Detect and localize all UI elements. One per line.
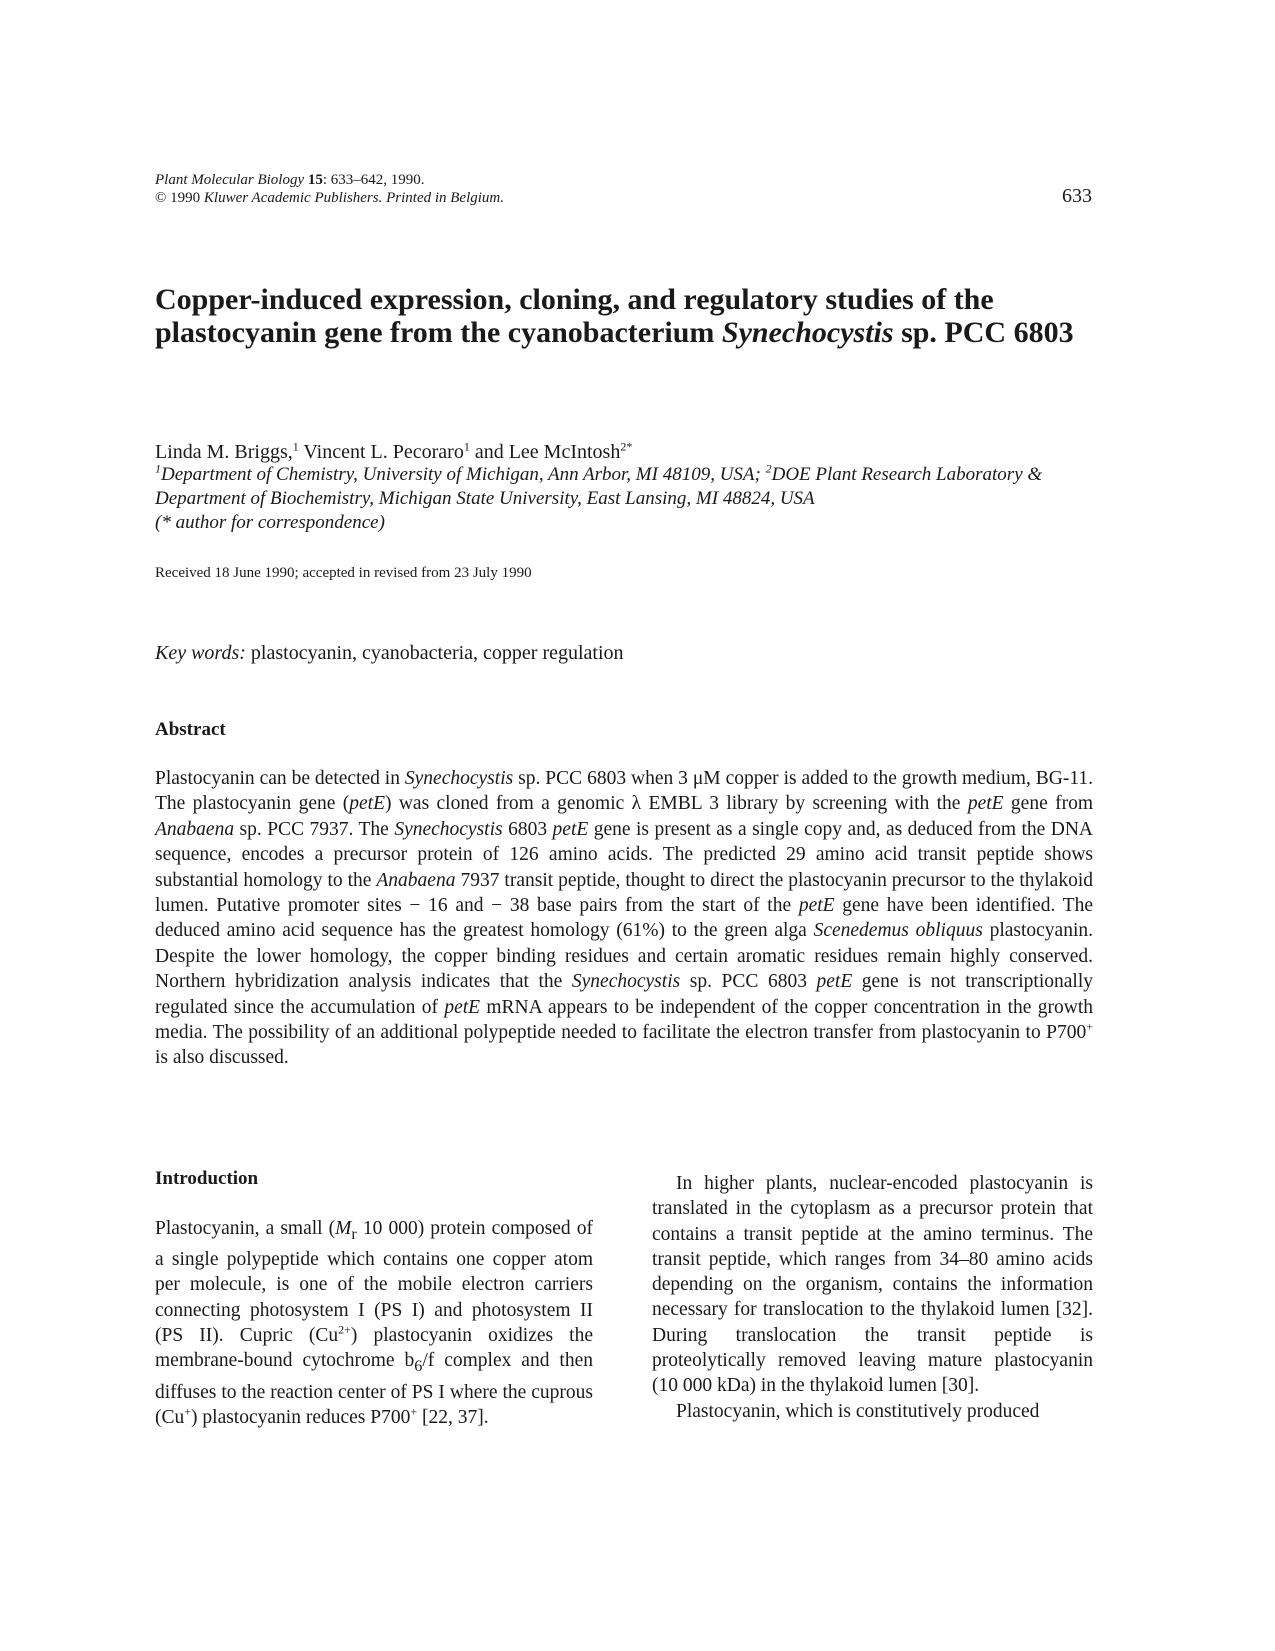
intro-column-right: [652, 1171, 1093, 1424]
received-date: Received 18 June 1990; accepted in revised from 23 July 1990: [155, 565, 532, 581]
copyright-year: 1990: [170, 190, 201, 206]
publisher: Kluwer Academic Publishers. Printed in Belgium.: [203, 190, 505, 206]
keywords: [155, 642, 624, 665]
affiliation-text: Department of Chemistry, University of Michigan, Ann Arbor, MI 48109, USA;: [161, 464, 766, 485]
abstract-body: Plastocyanin can be detected in Synechocystis sp. PCC 6803 when 3 μM copper is added to the growth medium, BG-11. The plastocyanin gene (petE) was cloned from a genomic λ EMBL 3 library by screening with the petE gene from Anabaena sp. PCC 7937. The Synechocystis 6803 petE gene is present as a single copy and, as deduced from the DNA sequence, encodes a precursor protein of 126 amino acids. The predicted 29 amino acid transit peptide shows substantial homology to the Anabaena 7937 transit peptide, thought to direct the plastocyanin precursor to the thylakoid lumen. Putative promoter sites − 16 and − 38 base pairs from the start of the petE gene have been identified. The deduced amino acid sequence has the greatest homology (61%) to the green alga Scenedemus obliquus plastocyanin. Despite the lower homology, the copper binding residues and certain aromatic residues remain highly conserved. Northern hybridization analysis indicates that the Synechocystis sp. PCC 6803 petE gene is not transcriptionally regulated since the accumulation of petE mRNA appears to be independent of the copper concentration in the growth media. The possibility of an additional polypeptide needed to facilitate the electron transfer from plastocyanin to P700+ is also discussed.: [155, 768, 1094, 1069]
affiliations: [155, 463, 1115, 535]
intro-column-left: [155, 1168, 593, 1430]
title-organism: Synechocystis: [721, 316, 894, 349]
intro-paragraph-1: Plastocyanin, a small ($M_r$ 10 000) protein composed of a single polypeptide which contains one copper atom per molecule, is one of the mobile electron carriers connecting photosystem I (PS I) and photosystem II (PS II). Cupric $(Cu^{2+})$ plastocyanin oxidizes the membrane-bound cytochrome $b_6/f$ complex and then diffuses to the reaction center of PS I where the cuprous (Cu+) plastocyanin reduces P700+ [22, 37].: [155, 1218, 593, 1428]
correspondence-note: (* author for correspondence): [155, 512, 385, 533]
author-name: and Lee McIntosh: [469, 441, 621, 463]
affiliation-marker: 2: [765, 461, 772, 476]
intro-paragraph-3: Plastocyanin, which is constitutively produced: [676, 1400, 1040, 1422]
affiliation-text: DOE Plant Research Laboratory & Department of Biochemistry, Michigan State University, East Lansing, MI 48824, USA: [155, 464, 1043, 509]
author-name: Linda M. Briggs,: [155, 441, 293, 463]
title-text-end: sp. PCC 6803: [893, 316, 1074, 349]
title-text: Copper-induced expression, cloning, and regulatory studies of the plastocyanin gene from the cyanobacterium: [155, 283, 994, 349]
author-list: [155, 440, 632, 464]
journal-pages: : 633–642, 1990.: [322, 172, 425, 188]
intro-paragraph-2: In higher plants, nuclear-encoded plastocyanin is translated in the cytoplasm as a precursor protein that contains a transit peptide at the amino terminus. The transit peptide, which ranges from 34–80 amino acids depending on the organism, contains the information necessary for translocation to the thylakoid lumen [32]. During translocation the transit peptide is proteolytically removed leaving mature plastocyanin (10 000 kDa) in the thylakoid lumen [30].: [652, 1173, 1093, 1397]
abstract-heading: Abstract: [155, 719, 226, 740]
copyright-symbol: ©: [155, 190, 167, 206]
paper-title: [155, 283, 1095, 349]
affiliation-marker: 1: [292, 439, 299, 454]
journal-name: Plant Molecular Biology: [155, 172, 305, 188]
page-number: 633: [1062, 185, 1092, 207]
affiliation-marker: 1: [463, 439, 470, 454]
keywords-label: Key words:: [155, 642, 246, 664]
author-name: Vincent L. Pecoraro: [298, 441, 464, 463]
affiliation-marker: 1: [155, 461, 161, 476]
affiliation-marker: 2*: [620, 439, 633, 454]
keywords-values: plastocyanin, cyanobacteria, copper regulation: [245, 642, 624, 664]
introduction-heading: Introduction: [155, 1168, 259, 1189]
journal-citation: [155, 171, 504, 207]
journal-volume: 15: [307, 172, 323, 188]
